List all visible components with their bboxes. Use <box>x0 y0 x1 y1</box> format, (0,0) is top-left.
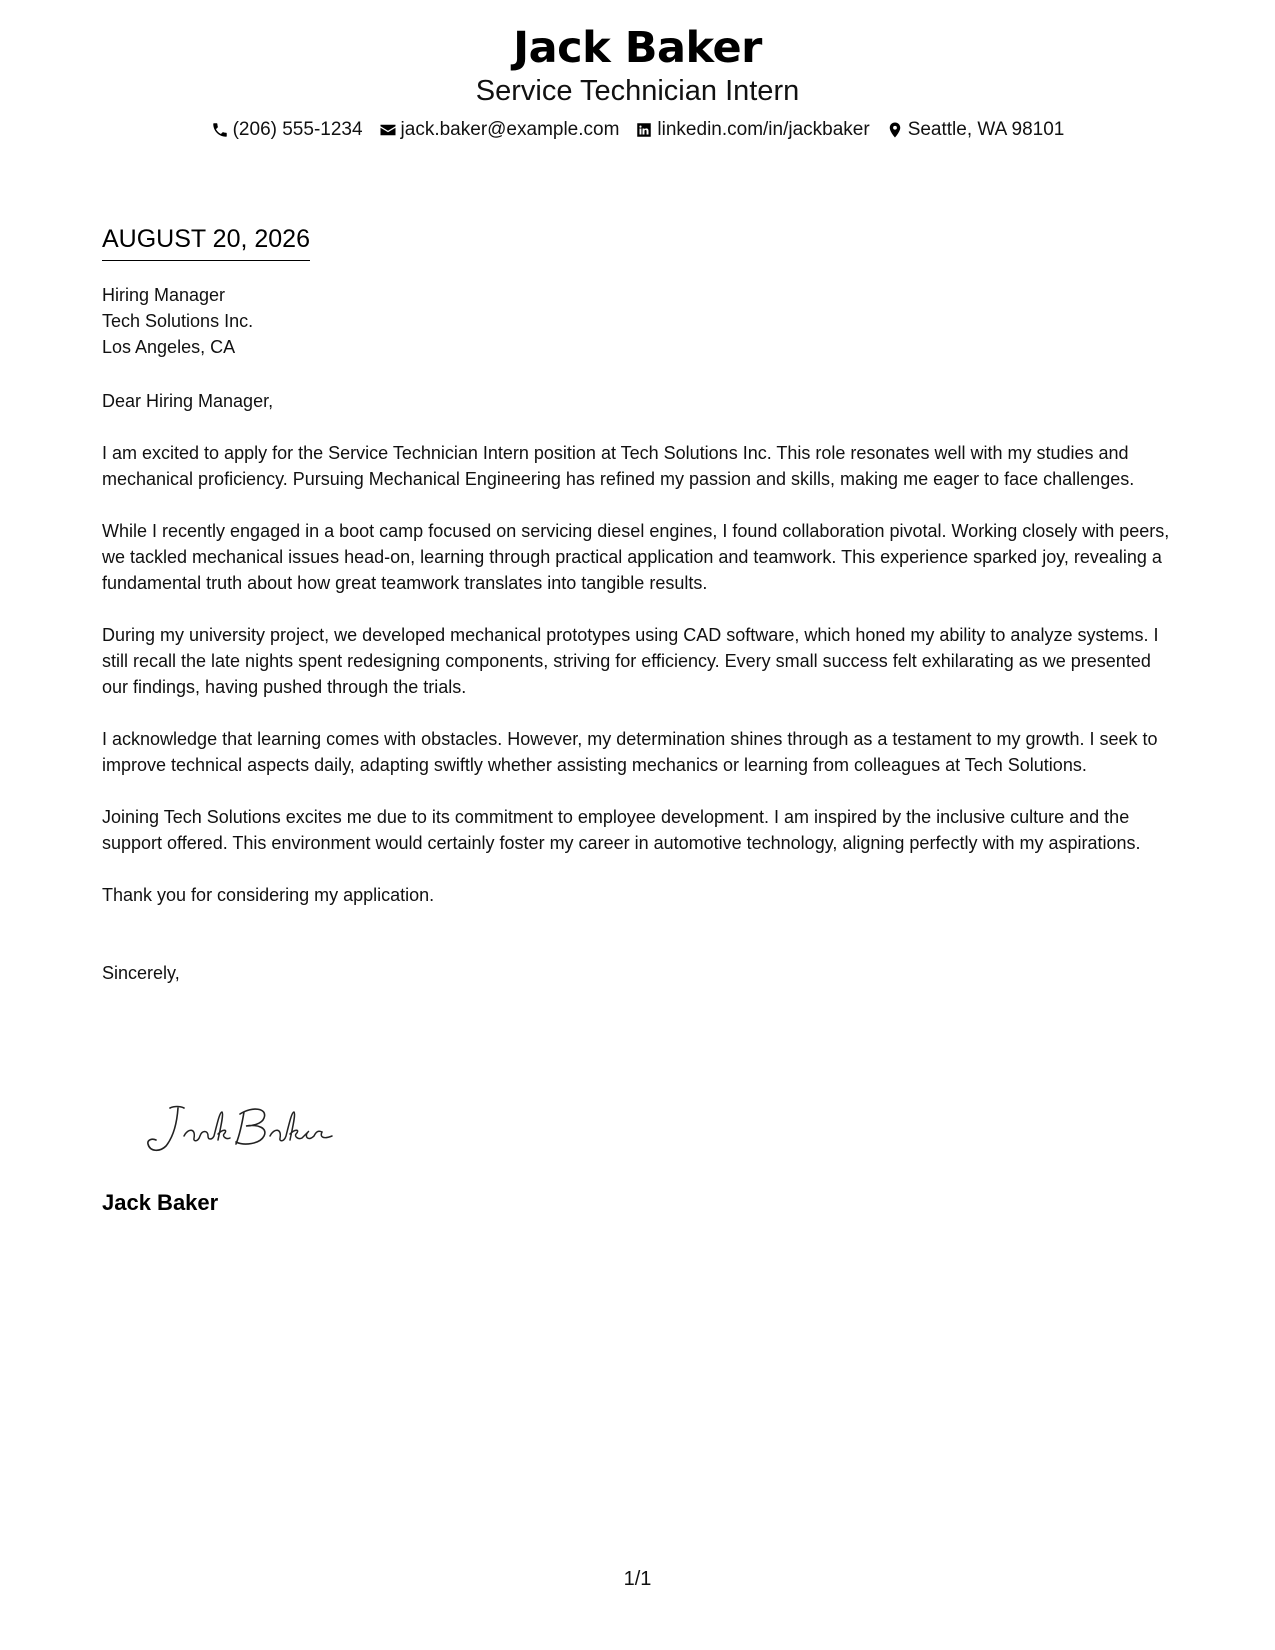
recipient-line: Hiring Manager <box>102 285 226 305</box>
contact-phone[interactable] <box>211 118 363 142</box>
phone-icon <box>211 121 229 139</box>
paragraph: I acknowledge that learning comes with obstacles. However, my determination shines through as a testament to my growth. I seek to improve technical aspects daily, adapting swiftly whether assisting mechanics or learning from colleagues at Tech Solutions. <box>102 729 1158 775</box>
signer-name: Jack Baker <box>102 1190 219 1215</box>
email-text: jack.baker@example.com <box>400 119 620 140</box>
contact-linkedin[interactable] <box>635 118 869 142</box>
paragraph: Thank you for considering my application. <box>102 885 435 905</box>
paragraph: I am excited to apply for the Service Technician Intern position at Tech Solutions Inc. This role resonates well with my studies and mechanical proficiency. Pursuing Mechanical Engineering has refined my passion and skills, making me eager to face challenges. <box>102 443 1135 489</box>
paragraph: During my university project, we developed mechanical prototypes using CAD software, which honed my ability to analyze systems. I still recall the late nights spent redesigning components, striving for efficiency. Every small success felt exhilarating as we presented our findings, having pushed through the trials. <box>102 625 1159 697</box>
letter-body <box>102 282 1170 986</box>
letter-header <box>0 22 1275 142</box>
job-title: Service Technician Intern <box>475 75 800 107</box>
closing: Sincerely, <box>102 963 180 983</box>
paragraph: While I recently engaged in a boot camp focused on servicing diesel engines, I found collaboration pivotal. Working closely with peers, we tackled mechanical issues head-on, learning through practical application and teamwork. This experience sparked joy, revealing a fundamental truth about how great teamwork translates into tangible results. <box>102 521 1170 593</box>
location-text: Seattle, WA 98101 <box>907 119 1065 140</box>
page-number: 1/1 <box>623 1568 652 1590</box>
applicant-name: Jack Baker <box>513 23 762 73</box>
contact-location <box>886 118 1065 142</box>
salutation: Dear Hiring Manager, <box>102 391 274 411</box>
recipient-block <box>102 282 1170 360</box>
linkedin-text: linkedin.com/in/jackbaker <box>657 119 870 140</box>
phone-text: (206) 555-1234 <box>232 119 363 140</box>
linkedin-icon <box>635 121 653 139</box>
recipient-line: Tech Solutions Inc. <box>102 311 254 331</box>
handwritten-signature <box>140 1100 340 1156</box>
letter-date: AUGUST 20, 2026 <box>102 224 310 261</box>
contact-bar <box>0 118 1275 142</box>
contact-email[interactable] <box>379 118 620 142</box>
recipient-line: Los Angeles, CA <box>102 337 236 357</box>
map-marker-icon <box>886 121 904 139</box>
paragraph: Joining Tech Solutions excites me due to its commitment to employee development. I am inspired by the inclusive culture and the support offered. This environment would certainly foster my career in automotive technology, aligning perfectly with my aspirations. <box>102 807 1141 853</box>
envelope-icon <box>379 121 397 139</box>
